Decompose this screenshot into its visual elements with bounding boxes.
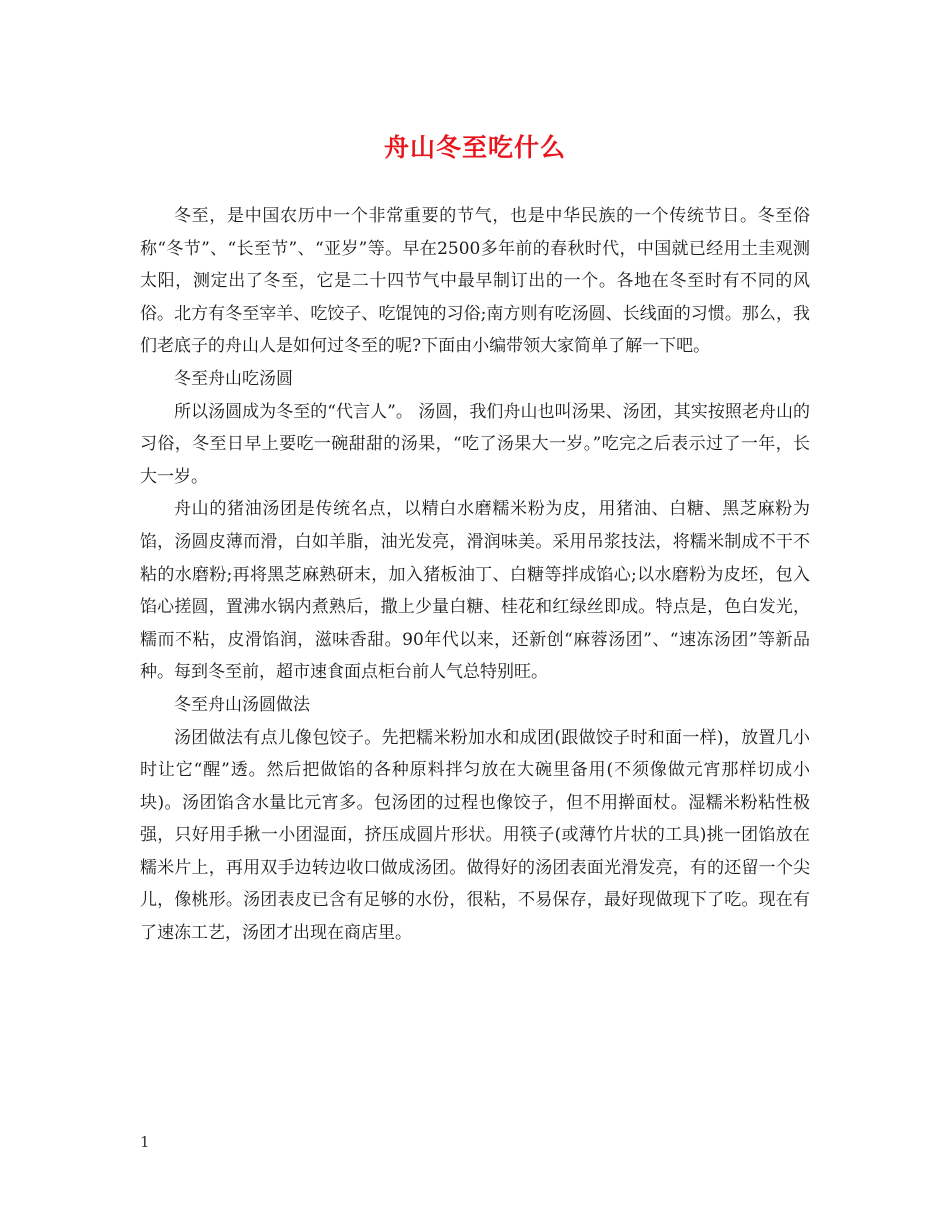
section-heading-eat-tangyuan: 冬至舟山吃汤圆 <box>174 368 293 389</box>
paragraph-tangyuan-custom: 所以汤圆成为冬至的“代言人”。 汤圆，我们舟山也叫汤果、汤团，其实按照老舟山的习俗，冬至日早上要吃一碗甜甜的汤果，“吃了汤果大一岁。”吃完之后表示过了一年，长大一岁。 <box>140 401 810 487</box>
page-number: 1 <box>140 1133 150 1151</box>
paragraph-recipe: 汤团做法有点儿像包饺子。先把糯米粉加水和成团(跟做饺子时和面一样)，放置几小时让它“醒”透。然后把做馅的各种原料拌匀放在大碗里备用(不须像做元宵那样切成小块)。汤团馅含水量比元宵多。包汤团的过程也像饺子，但不用擀面杖。湿糯米粉粘性极强，只好用手揪一小团湿面，挤压成圆片形状。用筷子(或薄竹片状的工具)挑一团馅放在糯米片上，再用双手边转边收口做成汤团。做得好的汤团表面光滑发亮，有的还留一个尖儿，像桃形。汤团表皮已含有足够的水份，很粘，不易保存，最好现做现下了吃。现在有了速冻工艺，汤团才出现在商店里。 <box>140 727 810 944</box>
section-heading-tangyuan-recipe: 冬至舟山汤圆做法 <box>174 694 310 715</box>
document-body <box>140 200 810 950</box>
document-title: 舟山冬至吃什么 <box>383 133 566 162</box>
paragraph-intro: 冬至，是中国农历中一个非常重要的节气，也是中华民族的一个传统节日。冬至俗称“冬节”、“长至节”、“亚岁”等。早在2500多年前的春秋时代，中国就已经用土圭观测太阳，测定出了冬至，它是二十四节气中最早制订出的一个。各地在冬至时有不同的风俗。北方有冬至宰羊、吃饺子、吃馄饨的习俗;南方则有吃汤圆、长线面的习惯。那么，我们老底子的舟山人是如何过冬至的呢?下面由小编带领大家简单了解一下吧。 <box>140 206 810 357</box>
paragraph-lard-tangtuan: 舟山的猪油汤团是传统名点，以精白水磨糯米粉为皮，用猪油、白糖、黑芝麻粉为馅，汤圆皮薄而滑，白如羊脂，油光发亮，滑润味美。采用吊浆技法，将糯米制成不干不粘的水磨粉;再将黑芝麻熟研末，加入猪板油丁、白糖等拌成馅心;以水磨粉为皮坯，包入馅心搓圆，置沸水锅内煮熟后，撒上少量白糖、桂花和红绿丝即成。特点是，色白发光，糯而不粘，皮滑馅润，滋味香甜。90年代以来，还新创“麻蓉汤团”、“速冻汤团”等新品种。每到冬至前，超市速食面点柜台前人气总特别旺。 <box>140 499 810 683</box>
